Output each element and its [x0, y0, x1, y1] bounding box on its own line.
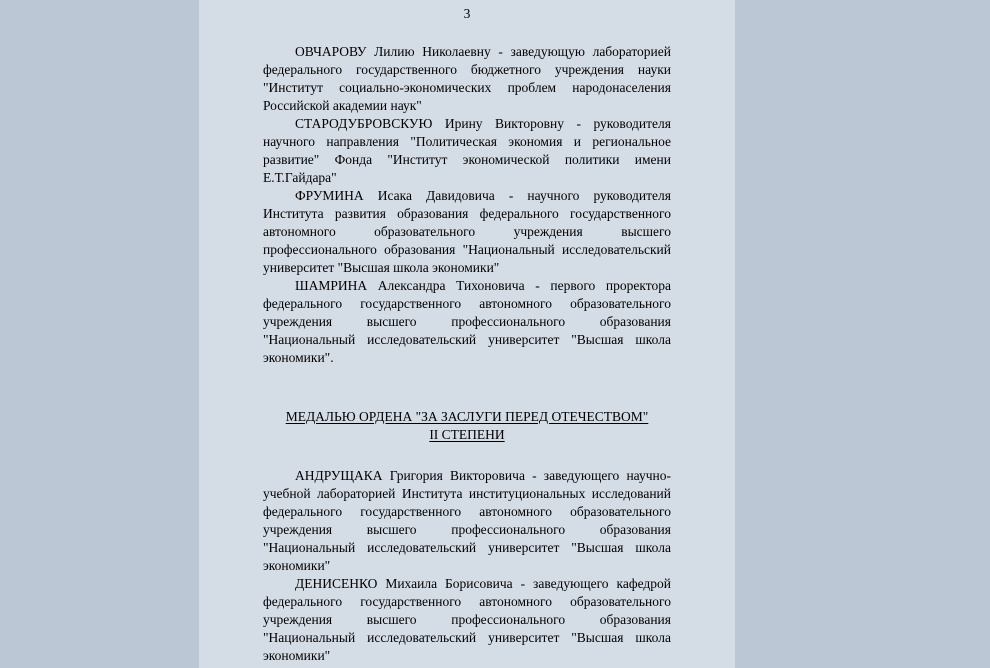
awardee-description: - первого проректора федерального государственного автономного образовательного учреждения высшего профессионального образования "Национальный исследовательский университет "Высшая школа экономики". [263, 278, 671, 365]
awardee-description: - руководителя научного направления "Политическая экономия и региональное развитие" Фонда "Институт экономической политики имени Е.Т.Гайдара" [263, 116, 671, 185]
document-body [263, 43, 671, 665]
awardee-name: ШАМРИНА Александра Тихоновича [295, 278, 525, 293]
awardee-list [263, 467, 671, 665]
awardee-name: ОВЧАРОВУ Лилию Николаевну [295, 44, 491, 59]
section-heading [263, 408, 671, 444]
page-number: 3 [463, 6, 471, 21]
awardee-entry [263, 467, 671, 575]
awardee-entry [263, 115, 671, 187]
awardee-list [263, 43, 671, 367]
awardee-entry [263, 575, 671, 665]
document-page [199, 0, 735, 668]
section-heading-line: II СТЕПЕНИ [429, 427, 505, 442]
awardee-entry [263, 277, 671, 367]
awardee-description: - научного руководителя Института развития образования федерального государственного автономного образовательного учреждения высшего профессионального образования "Национальный исследовательский университет "Высшая школа экономики" [263, 188, 671, 275]
section-heading-line: МЕДАЛЬЮ ОРДЕНА "ЗА ЗАСЛУГИ ПЕРЕД ОТЕЧЕСТВОМ" [285, 409, 649, 424]
awardee-name: СТАРОДУБРОВСКУЮ Ирину Викторовну [295, 116, 564, 131]
awardee-name: ДЕНИСЕНКО Михаила Борисовича [295, 576, 513, 591]
awardee-entry [263, 187, 671, 277]
awardee-description: - заведующую лабораторией федерального государственного бюджетного учреждения науки "Институт социально-экономических проблем народонаселения Российской академии наук" [263, 44, 671, 113]
awardee-description: - заведующего научно-учебной лабораторией Института институциональных исследований федерального государственного автономного образовательного учреждения высшего профессионального образования "Национальный исследовательский университет "Высшая школа экономики" [263, 468, 671, 573]
awardee-name: ФРУМИНА Исака Давидовича [295, 188, 495, 203]
awardee-description: - заведующего кафедрой федерального государственного автономного образовательного учреждения высшего профессионального образования "Национальный исследовательский университет "Высшая школа экономики" [263, 576, 671, 663]
awardee-entry [263, 43, 671, 115]
awardee-name: АНДРУЩАКА Григория Викторовича [295, 468, 525, 483]
